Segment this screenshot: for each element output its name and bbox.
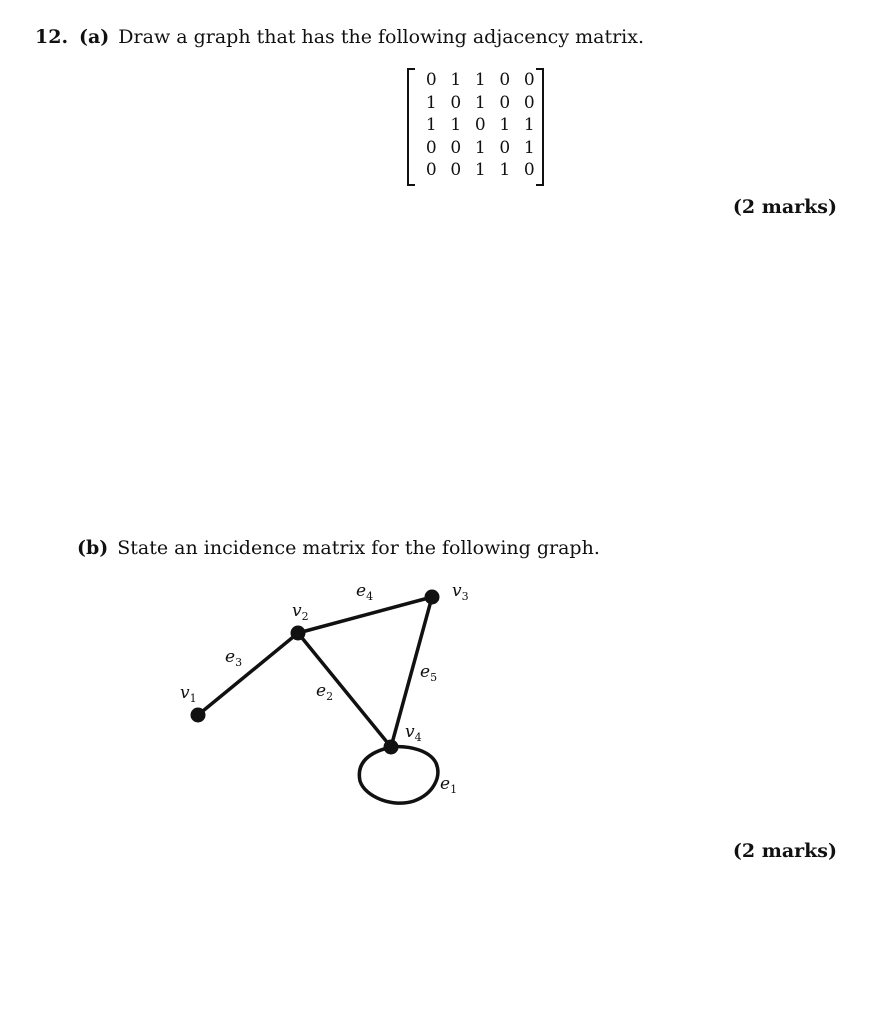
matrix-cell: 1 — [523, 137, 535, 158]
label-e2: $e_2$ — [316, 681, 334, 703]
matrix-cell: 0 — [450, 160, 462, 180]
edge-e1-loop — [359, 747, 438, 804]
matrix-cell: 1 — [425, 115, 437, 135]
matrix-cell: 0 — [450, 92, 462, 113]
label-e3: $e_3$ — [225, 647, 243, 669]
vertex-v4 — [384, 740, 399, 755]
matrix-cell: 1 — [450, 70, 462, 90]
matrix-cell: 0 — [450, 137, 462, 158]
part-a-text: Draw a graph that has the following adjacency matrix. — [118, 26, 644, 48]
matrix-cell: 1 — [425, 92, 437, 113]
vertex-v1 — [191, 708, 206, 723]
matrix-cell: 1 — [499, 115, 511, 135]
matrix-cell: 1 — [499, 160, 511, 180]
matrix-cell: 0 — [425, 70, 437, 90]
label-v3: $v_3$ — [452, 581, 469, 603]
part-a-marks: (2 marks) — [732, 196, 837, 218]
edge-e3 — [198, 633, 298, 715]
part-a-label: (a) — [79, 26, 110, 48]
matrix-cell: 1 — [523, 115, 535, 135]
vertex-v3 — [425, 590, 440, 605]
matrix-cell: 1 — [450, 115, 462, 135]
edge-e2 — [298, 633, 391, 747]
matrix-cell: 0 — [499, 92, 511, 113]
matrix-cell: 1 — [474, 160, 486, 180]
edge-e4 — [298, 597, 432, 633]
label-e4: $e_4$ — [356, 581, 374, 603]
vertex-v2 — [291, 626, 306, 641]
matrix-cell: 0 — [474, 115, 486, 135]
part-b-label: (b) — [77, 537, 109, 559]
matrix-cell: 1 — [474, 137, 486, 158]
label-v2: $v_2$ — [292, 601, 309, 623]
label-v4: $v_4$ — [405, 722, 422, 744]
matrix-cell: 0 — [425, 160, 437, 180]
matrix-cell: 0 — [425, 137, 437, 158]
matrix-cell: 0 — [523, 92, 535, 113]
part-b-marks: (2 marks) — [732, 840, 837, 862]
label-e5: $e_5$ — [420, 662, 438, 684]
matrix-cell: 0 — [523, 160, 535, 180]
label-v1: $v_1$ — [180, 683, 197, 705]
matrix-cell: 1 — [474, 92, 486, 113]
part-b-text: State an incidence matrix for the following graph. — [117, 537, 600, 559]
matrix-cell: 0 — [499, 70, 511, 90]
label-e1: $e_1$ — [440, 774, 458, 796]
matrix-cell: 0 — [523, 70, 535, 90]
matrix-cell: 1 — [474, 70, 486, 90]
matrix-cell: 0 — [499, 137, 511, 158]
question-number: 12. — [35, 26, 69, 48]
